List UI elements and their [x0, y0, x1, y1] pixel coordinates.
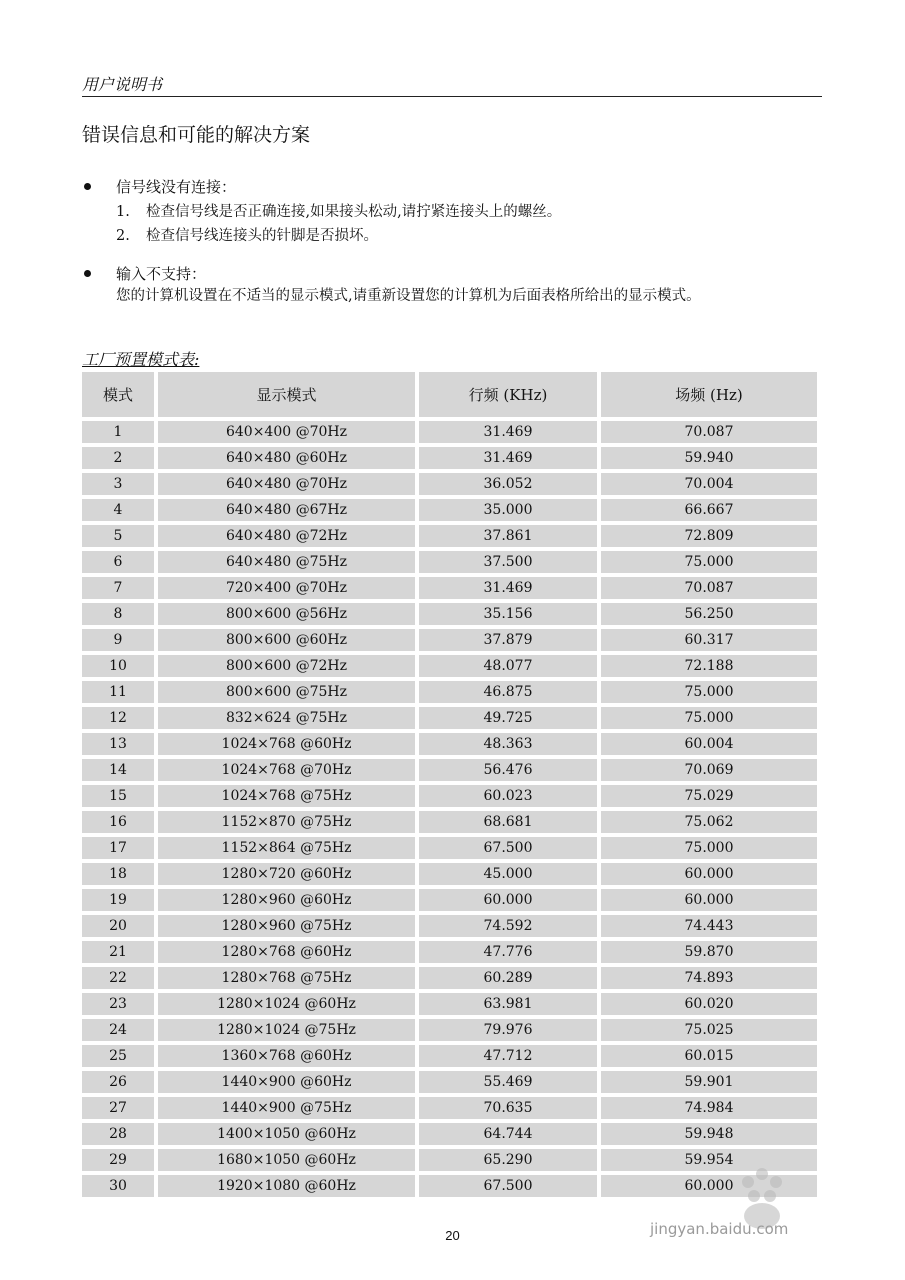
cell-vertical-freq: 70.069 — [601, 759, 817, 785]
cell-vertical-freq: 59.901 — [601, 1071, 817, 1097]
cell-horizontal-freq: 63.981 — [419, 993, 601, 1019]
table-body — [82, 421, 821, 1201]
table-row — [82, 837, 821, 863]
cell-vertical-freq: 72.188 — [601, 655, 817, 681]
table-row — [82, 733, 821, 759]
cell-mode-number: 18 — [82, 863, 158, 889]
cell-display-mode: 1360×768 @60Hz — [158, 1045, 419, 1071]
header-cell-mode: 模式 — [82, 372, 158, 421]
preset-modes-table — [82, 372, 821, 1201]
cell-vertical-freq: 74.443 — [601, 915, 817, 941]
cell-horizontal-freq: 48.363 — [419, 733, 601, 759]
cell-vertical-freq: 70.087 — [601, 577, 817, 603]
table-row — [82, 1019, 821, 1045]
page-number: 20 — [445, 1228, 460, 1243]
cell-horizontal-freq: 55.469 — [419, 1071, 601, 1097]
table-row — [82, 603, 821, 629]
step-number: 1. — [116, 204, 130, 220]
cell-mode-number: 2 — [82, 447, 158, 473]
cell-horizontal-freq: 67.500 — [419, 837, 601, 863]
table-row — [82, 1071, 821, 1097]
cell-mode-number: 23 — [82, 993, 158, 1019]
cell-vertical-freq: 75.025 — [601, 1019, 817, 1045]
cell-horizontal-freq: 74.592 — [419, 915, 601, 941]
cell-display-mode: 1024×768 @60Hz — [158, 733, 419, 759]
cell-vertical-freq: 75.029 — [601, 785, 817, 811]
cell-mode-number: 21 — [82, 941, 158, 967]
cell-vertical-freq: 70.004 — [601, 473, 817, 499]
cell-display-mode: 1280×1024 @75Hz — [158, 1019, 419, 1045]
cell-display-mode: 640×480 @67Hz — [158, 499, 419, 525]
cell-mode-number: 6 — [82, 551, 158, 577]
cell-mode-number: 20 — [82, 915, 158, 941]
cell-mode-number: 11 — [82, 681, 158, 707]
cell-horizontal-freq: 37.879 — [419, 629, 601, 655]
cell-vertical-freq: 59.870 — [601, 941, 817, 967]
cell-display-mode: 1280×960 @75Hz — [158, 915, 419, 941]
table-header-row — [82, 372, 821, 421]
cell-mode-number: 10 — [82, 655, 158, 681]
cell-display-mode: 1400×1050 @60Hz — [158, 1123, 419, 1149]
cell-display-mode: 720×400 @70Hz — [158, 577, 419, 603]
table-row — [82, 1045, 821, 1071]
cell-vertical-freq: 74.984 — [601, 1097, 817, 1123]
cell-display-mode: 1920×1080 @60Hz — [158, 1175, 419, 1201]
cell-display-mode: 800×600 @72Hz — [158, 655, 419, 681]
cell-display-mode: 640×480 @75Hz — [158, 551, 419, 577]
table-row — [82, 629, 821, 655]
document-header-title: 用户说明书 — [82, 75, 163, 94]
step-text: 检查信号线连接头的针脚是否损坏。 — [146, 228, 378, 244]
cell-display-mode: 1280×1024 @60Hz — [158, 993, 419, 1019]
step-number: 2. — [116, 228, 130, 244]
cell-vertical-freq: 60.000 — [601, 1175, 817, 1201]
cell-vertical-freq: 66.667 — [601, 499, 817, 525]
header-divider — [82, 96, 822, 97]
cell-mode-number: 9 — [82, 629, 158, 655]
table-caption: 工厂预置模式表: — [82, 350, 200, 369]
table-row — [82, 811, 821, 837]
cell-vertical-freq: 60.004 — [601, 733, 817, 759]
cell-mode-number: 25 — [82, 1045, 158, 1071]
table-row — [82, 915, 821, 941]
cell-display-mode: 1280×768 @60Hz — [158, 941, 419, 967]
cell-horizontal-freq: 56.476 — [419, 759, 601, 785]
table-row — [82, 525, 821, 551]
cell-display-mode: 1440×900 @75Hz — [158, 1097, 419, 1123]
cell-horizontal-freq: 60.000 — [419, 889, 601, 915]
cell-vertical-freq: 74.893 — [601, 967, 817, 993]
cell-vertical-freq: 59.948 — [601, 1123, 817, 1149]
table-row — [82, 759, 821, 785]
watermark-url: jingyan.baidu.com — [650, 1220, 789, 1238]
cell-mode-number: 30 — [82, 1175, 158, 1201]
cell-vertical-freq: 59.954 — [601, 1149, 817, 1175]
cell-vertical-freq: 75.000 — [601, 551, 817, 577]
cell-mode-number: 13 — [82, 733, 158, 759]
cell-mode-number: 1 — [82, 421, 158, 447]
table-row — [82, 863, 821, 889]
cell-mode-number: 24 — [82, 1019, 158, 1045]
cell-horizontal-freq: 37.500 — [419, 551, 601, 577]
cell-mode-number: 22 — [82, 967, 158, 993]
table-row — [82, 499, 821, 525]
cell-horizontal-freq: 60.023 — [419, 785, 601, 811]
cell-mode-number: 26 — [82, 1071, 158, 1097]
table-row — [82, 889, 821, 915]
cell-mode-number: 16 — [82, 811, 158, 837]
table-row — [82, 447, 821, 473]
table-row — [82, 681, 821, 707]
cell-mode-number: 15 — [82, 785, 158, 811]
step-1 — [116, 200, 561, 221]
step-2 — [116, 224, 378, 245]
cell-horizontal-freq: 64.744 — [419, 1123, 601, 1149]
item-title-input-not-supported: 输入不支持： — [116, 265, 207, 283]
cell-horizontal-freq: 48.077 — [419, 655, 601, 681]
cell-vertical-freq: 60.317 — [601, 629, 817, 655]
cell-horizontal-freq: 37.861 — [419, 525, 601, 551]
table-row — [82, 655, 821, 681]
cell-vertical-freq: 59.940 — [601, 447, 817, 473]
cell-horizontal-freq: 35.000 — [419, 499, 601, 525]
table-row — [82, 473, 821, 499]
cell-vertical-freq: 60.015 — [601, 1045, 817, 1071]
cell-display-mode: 1152×870 @75Hz — [158, 811, 419, 837]
cell-mode-number: 7 — [82, 577, 158, 603]
cell-vertical-freq: 70.087 — [601, 421, 817, 447]
cell-display-mode: 832×624 @75Hz — [158, 707, 419, 733]
header-cell-horizontal-freq: 行频 (KHz) — [419, 372, 601, 421]
cell-mode-number: 3 — [82, 473, 158, 499]
cell-mode-number: 17 — [82, 837, 158, 863]
table-row — [82, 785, 821, 811]
item-title-signal-cable: 信号线没有连接： — [116, 178, 237, 196]
cell-horizontal-freq: 68.681 — [419, 811, 601, 837]
cell-horizontal-freq: 70.635 — [419, 1097, 601, 1123]
cell-mode-number: 29 — [82, 1149, 158, 1175]
cell-horizontal-freq: 35.156 — [419, 603, 601, 629]
cell-display-mode: 1680×1050 @60Hz — [158, 1149, 419, 1175]
cell-vertical-freq: 75.000 — [601, 681, 817, 707]
cell-horizontal-freq: 47.712 — [419, 1045, 601, 1071]
cell-display-mode: 1280×960 @60Hz — [158, 889, 419, 915]
table-row — [82, 551, 821, 577]
item-paragraph: 您的计算机设置在不适当的显示模式,请重新设置您的计算机为后面表格所给出的显示模式。 — [116, 288, 701, 304]
cell-horizontal-freq: 31.469 — [419, 577, 601, 603]
cell-mode-number: 19 — [82, 889, 158, 915]
cell-vertical-freq: 56.250 — [601, 603, 817, 629]
cell-vertical-freq: 75.000 — [601, 837, 817, 863]
cell-display-mode: 640×480 @70Hz — [158, 473, 419, 499]
cell-horizontal-freq: 49.725 — [419, 707, 601, 733]
cell-horizontal-freq: 45.000 — [419, 863, 601, 889]
cell-horizontal-freq: 31.469 — [419, 421, 601, 447]
cell-mode-number: 27 — [82, 1097, 158, 1123]
table-row — [82, 1123, 821, 1149]
table-row — [82, 941, 821, 967]
cell-display-mode: 1024×768 @75Hz — [158, 785, 419, 811]
cell-display-mode: 640×480 @60Hz — [158, 447, 419, 473]
cell-display-mode: 800×600 @60Hz — [158, 629, 419, 655]
cell-display-mode: 640×480 @72Hz — [158, 525, 419, 551]
header-cell-display-mode: 显示模式 — [158, 372, 419, 421]
cell-horizontal-freq: 31.469 — [419, 447, 601, 473]
cell-mode-number: 12 — [82, 707, 158, 733]
cell-horizontal-freq: 36.052 — [419, 473, 601, 499]
cell-display-mode: 1024×768 @70Hz — [158, 759, 419, 785]
table-row — [82, 707, 821, 733]
cell-mode-number: 4 — [82, 499, 158, 525]
cell-mode-number: 28 — [82, 1123, 158, 1149]
cell-horizontal-freq: 65.290 — [419, 1149, 601, 1175]
cell-vertical-freq: 72.809 — [601, 525, 817, 551]
cell-mode-number: 8 — [82, 603, 158, 629]
section-title: 错误信息和可能的解决方案 — [82, 124, 311, 146]
cell-horizontal-freq: 46.875 — [419, 681, 601, 707]
cell-horizontal-freq: 47.776 — [419, 941, 601, 967]
step-text: 检查信号线是否正确连接,如果接头松动,请拧紧连接头上的螺丝。 — [146, 204, 562, 220]
cell-display-mode: 1152×864 @75Hz — [158, 837, 419, 863]
cell-display-mode: 1280×768 @75Hz — [158, 967, 419, 993]
bullet-icon — [84, 183, 91, 190]
header-cell-vertical-freq: 场频 (Hz) — [601, 372, 817, 421]
cell-vertical-freq: 60.000 — [601, 889, 817, 915]
table-row — [82, 967, 821, 993]
table-row — [82, 1097, 821, 1123]
cell-horizontal-freq: 67.500 — [419, 1175, 601, 1201]
cell-display-mode: 1440×900 @60Hz — [158, 1071, 419, 1097]
cell-horizontal-freq: 60.289 — [419, 967, 601, 993]
table-row — [82, 577, 821, 603]
cell-vertical-freq: 60.000 — [601, 863, 817, 889]
bullet-icon — [84, 270, 91, 277]
cell-vertical-freq: 60.020 — [601, 993, 817, 1019]
cell-mode-number: 14 — [82, 759, 158, 785]
cell-display-mode: 800×600 @56Hz — [158, 603, 419, 629]
cell-mode-number: 5 — [82, 525, 158, 551]
cell-vertical-freq: 75.062 — [601, 811, 817, 837]
cell-display-mode: 640×400 @70Hz — [158, 421, 419, 447]
cell-vertical-freq: 75.000 — [601, 707, 817, 733]
table-row — [82, 421, 821, 447]
cell-horizontal-freq: 79.976 — [419, 1019, 601, 1045]
cell-display-mode: 1280×720 @60Hz — [158, 863, 419, 889]
table-row — [82, 993, 821, 1019]
cell-display-mode: 800×600 @75Hz — [158, 681, 419, 707]
